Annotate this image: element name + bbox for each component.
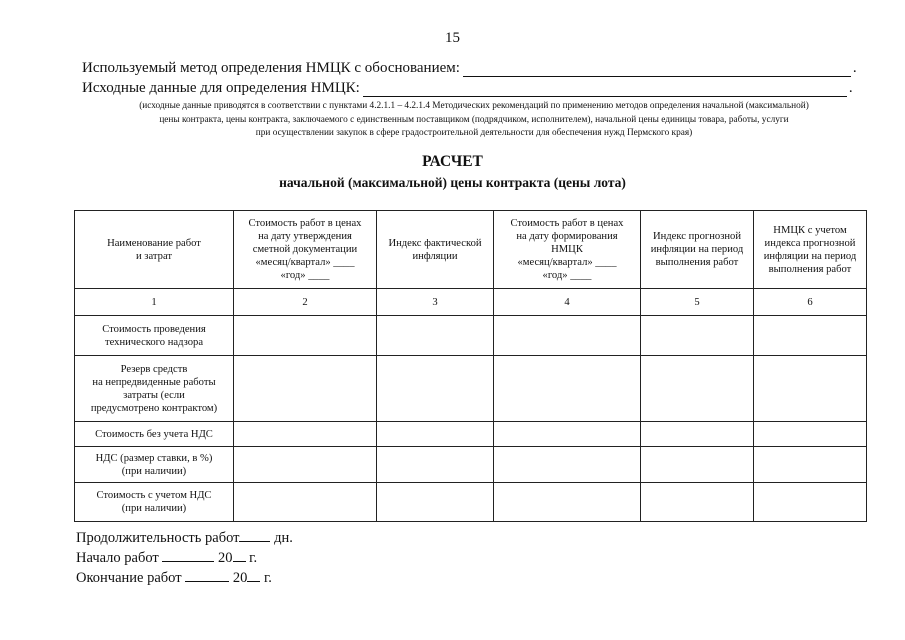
value-cell[interactable] (494, 483, 641, 522)
value-cell[interactable] (377, 316, 494, 356)
value-cell[interactable] (754, 316, 867, 356)
source-blank[interactable] (363, 82, 847, 97)
header-cell: НМЦК с учетом индекса прогнозной инфляции на период выполнения работ (754, 211, 867, 289)
value-cell[interactable] (754, 356, 867, 422)
value-cell[interactable] (494, 316, 641, 356)
value-cell[interactable] (641, 316, 754, 356)
source-line: Исходные данные для определения НМЦК: . (82, 80, 853, 96)
value-cell[interactable] (494, 422, 641, 447)
column-number: 6 (754, 289, 867, 316)
column-number: 5 (641, 289, 754, 316)
page-number: 15 (445, 30, 460, 46)
value-cell[interactable] (754, 483, 867, 522)
start-date-blank[interactable] (162, 548, 214, 562)
method-line: Используемый метод определения НМЦК с обоснованием: . (82, 60, 857, 76)
header-cell: Наименование работ и затрат (75, 211, 234, 289)
document-subtitle: начальной (максимальной) цены контракта (цены лота) (279, 175, 626, 190)
row-label: НДС (размер ставки, в %) (при наличии) (75, 447, 234, 483)
table-row (75, 356, 867, 422)
source-note: (исходные данные приводятся в соответствии с пунктами 4.2.1.1 – 4.2.1.4 Методических рекомендаций по применению методов определения начальной (максимальной) цены контракта, цены контракта, заключаемого с единственным поставщиком (подрядчиком, исполнителем), начальной цены единицы товара, работы, услуги при осуществлении закупок в сфере градостроительной деятельности для обеспечения нужд Пермского края) (139, 101, 809, 138)
value-cell[interactable] (754, 447, 867, 483)
header-cell: Стоимость работ в ценах на дату утверждения сметной документации «месяц/квартал» ____ «год» ____ (234, 211, 377, 289)
value-cell[interactable] (234, 483, 377, 522)
end-year-blank[interactable] (247, 568, 260, 582)
table-header-row (75, 211, 867, 289)
value-cell[interactable] (377, 422, 494, 447)
value-cell[interactable] (377, 483, 494, 522)
value-cell[interactable] (641, 483, 754, 522)
header-cell: Индекс прогнозной инфляции на период выполнения работ (641, 211, 754, 289)
value-cell[interactable] (641, 422, 754, 447)
value-cell[interactable] (234, 447, 377, 483)
header-cell: Стоимость работ в ценах на дату формирования НМЦК «месяц/квартал» ____ «год» ____ (494, 211, 641, 289)
duration-line: Продолжительность работ дн. (76, 530, 293, 546)
value-cell[interactable] (234, 422, 377, 447)
document-title: РАСЧЕТ (422, 153, 483, 170)
method-label: Используемый метод определения НМЦК с обоснованием: (82, 60, 460, 76)
end-line: Окончание работ 20 г. (76, 570, 272, 586)
value-cell[interactable] (494, 447, 641, 483)
row-label: Стоимость с учетом НДС (при наличии) (75, 483, 234, 522)
start-line: Начало работ 20 г. (76, 550, 258, 566)
value-cell[interactable] (754, 422, 867, 447)
column-number: 2 (234, 289, 377, 316)
row-label: Стоимость без учета НДС (75, 422, 234, 447)
method-blank[interactable] (463, 62, 851, 77)
start-year-blank[interactable] (233, 548, 246, 562)
value-cell[interactable] (377, 447, 494, 483)
column-number-row (75, 289, 867, 316)
duration-blank[interactable] (239, 528, 270, 542)
value-cell[interactable] (641, 356, 754, 422)
table-row (75, 483, 867, 522)
table-row (75, 316, 867, 356)
value-cell[interactable] (641, 447, 754, 483)
column-number: 1 (75, 289, 234, 316)
column-number: 3 (377, 289, 494, 316)
calculation-table (74, 210, 867, 522)
header-cell: Индекс фактической инфляции (377, 211, 494, 289)
value-cell[interactable] (494, 356, 641, 422)
value-cell[interactable] (234, 316, 377, 356)
value-cell[interactable] (234, 356, 377, 422)
value-cell[interactable] (377, 356, 494, 422)
table-row (75, 422, 867, 447)
table-row (75, 447, 867, 483)
row-label: Резерв средств на непредвиденные работы затраты (если предусмотрено контрактом) (75, 356, 234, 422)
end-date-blank[interactable] (185, 568, 229, 582)
row-label: Стоимость проведения технического надзора (75, 316, 234, 356)
column-number: 4 (494, 289, 641, 316)
source-label: Исходные данные для определения НМЦК: (82, 80, 360, 96)
